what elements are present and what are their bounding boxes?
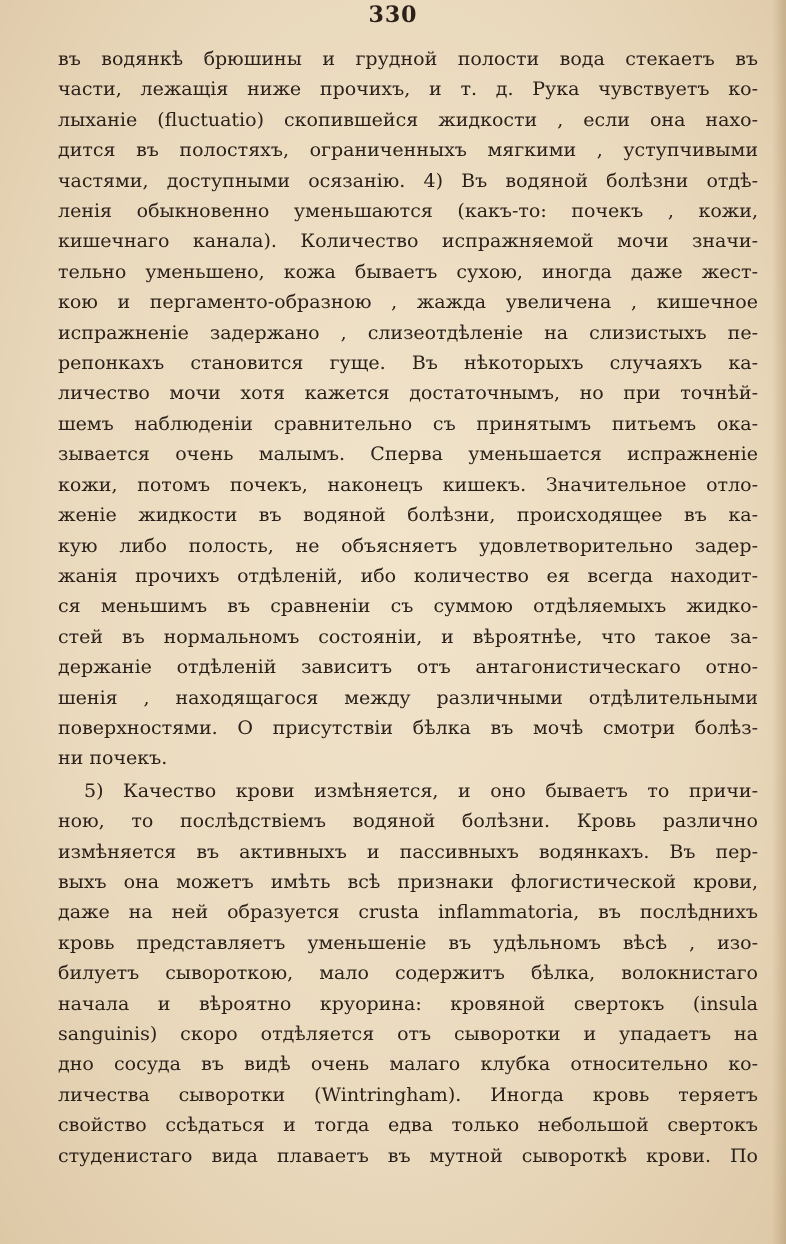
text-line: даже на ней образуется crusta inflammatoria, въ послѣднихъ — [58, 901, 758, 924]
page-number: 330 — [368, 2, 418, 28]
text-line: репонкахъ становится гуще. Въ нѣкоторыхъ случаяхъ ка- — [58, 352, 758, 375]
body-text — [58, 44, 758, 1171]
text-line: въ водянкѣ брюшины и грудной полости вода стекаетъ въ — [58, 48, 758, 70]
text-line: билуетъ сывороткою, мало содержитъ бѣлка, волокнистаго — [58, 962, 758, 985]
text-line: части, лежащія ниже прочихъ, и т. д. Рука чувствуетъ ко- — [58, 78, 758, 101]
paragraph — [58, 776, 758, 1171]
paragraph — [58, 44, 758, 774]
text-line: измѣняется въ активныхъ и пассивныхъ водянкахъ. Въ пер- — [58, 840, 758, 863]
text-line: держаніе отдѣленій зависитъ отъ антагонистическаго отно- — [58, 656, 758, 679]
text-line: ся меньшимъ въ сравненіи съ суммою отдѣляемыхъ жидко- — [58, 595, 758, 618]
text-line: ленія обыкновенно уменьшаются (какъ-то: почекъ , кожи, — [58, 200, 758, 223]
text-line: личества сыворотки (Wintringham). Иногда кровь теряетъ — [58, 1083, 758, 1106]
text-line: ною, то послѣдствіемъ водяной болѣзни. Кровь различно — [58, 810, 758, 833]
text-line: дно сосуда въ видѣ очень малаго клубка относительно ко- — [58, 1053, 758, 1076]
text-line: студенистаго вида плаваетъ въ мутной сывороткѣ крови. По — [58, 1144, 758, 1167]
text-line: дится въ полостяхъ, ограниченныхъ мягкими , уступчивыми — [58, 139, 758, 162]
text-line: кожи, потомъ почекъ, наконецъ кишекъ. Значительное отло- — [58, 473, 758, 496]
text-line: начала и вѣроятно круорина: кровяной свертокъ (insula — [58, 992, 758, 1015]
text-line: свойство ссѣдаться и тогда едва только небольшой свертокъ — [58, 1114, 758, 1137]
text-line: жанія прочихъ отдѣленій, ибо количество ея всегда находит- — [58, 564, 758, 587]
text-line: шемъ наблюденіи сравнительно съ принятымъ питьемъ ока- — [58, 412, 758, 435]
text-line: sanguinis) скоро отдѣляется отъ сыворотки и упадаетъ на — [58, 1023, 758, 1045]
text-line: испражненіе задержано , слизеотдѣленіе на слизистыхъ пе- — [58, 321, 758, 344]
text-line: кровь представляетъ уменьшеніе въ удѣльномъ вѣсѣ , изо- — [58, 931, 758, 954]
text-line: женіе жидкости въ водяной болѣзни, происходящее въ ка- — [58, 504, 758, 527]
text-line: шенія , находящагося между различными отдѣлительными — [58, 686, 758, 709]
text-line: стей въ нормальномъ состояніи, и вѣроятнѣе, что такое за- — [58, 625, 758, 648]
text-line: тельно уменьшено, кожа бываетъ сухою, иногда даже жест- — [58, 260, 758, 283]
text-line: поверхностями. О присутствіи бѣлка въ мочѣ смотри болѣз- — [58, 716, 758, 739]
text-line: ни почекъ. — [58, 747, 168, 770]
text-line: кишечнаго канала). Количество испражняемой мочи значи- — [58, 230, 758, 253]
page-edge-shadow — [772, 0, 786, 1244]
text-line: личество мочи хотя кажется достаточнымъ, но при точнѣй- — [58, 382, 758, 405]
text-line: 5) Качество крови измѣняется, и оно бываетъ то причи- — [84, 779, 758, 802]
text-line: кою и пергаменто-образною , жажда увеличена , кишечное — [58, 291, 758, 314]
text-line: кую либо полость, не объясняетъ удовлетворительно задер- — [58, 534, 758, 557]
text-line: лыханіе (fluctuatio) скопившейся жидкости , если она нахо- — [58, 108, 758, 131]
text-line: выхъ она можетъ имѣть всѣ признаки флогистической крови, — [58, 870, 758, 893]
text-line: частями, доступными осязанію. 4) Въ водяной болѣзни отдѣ- — [58, 169, 758, 192]
text-line: зывается очень малымъ. Сперва уменьшается испражненіе — [58, 443, 758, 466]
